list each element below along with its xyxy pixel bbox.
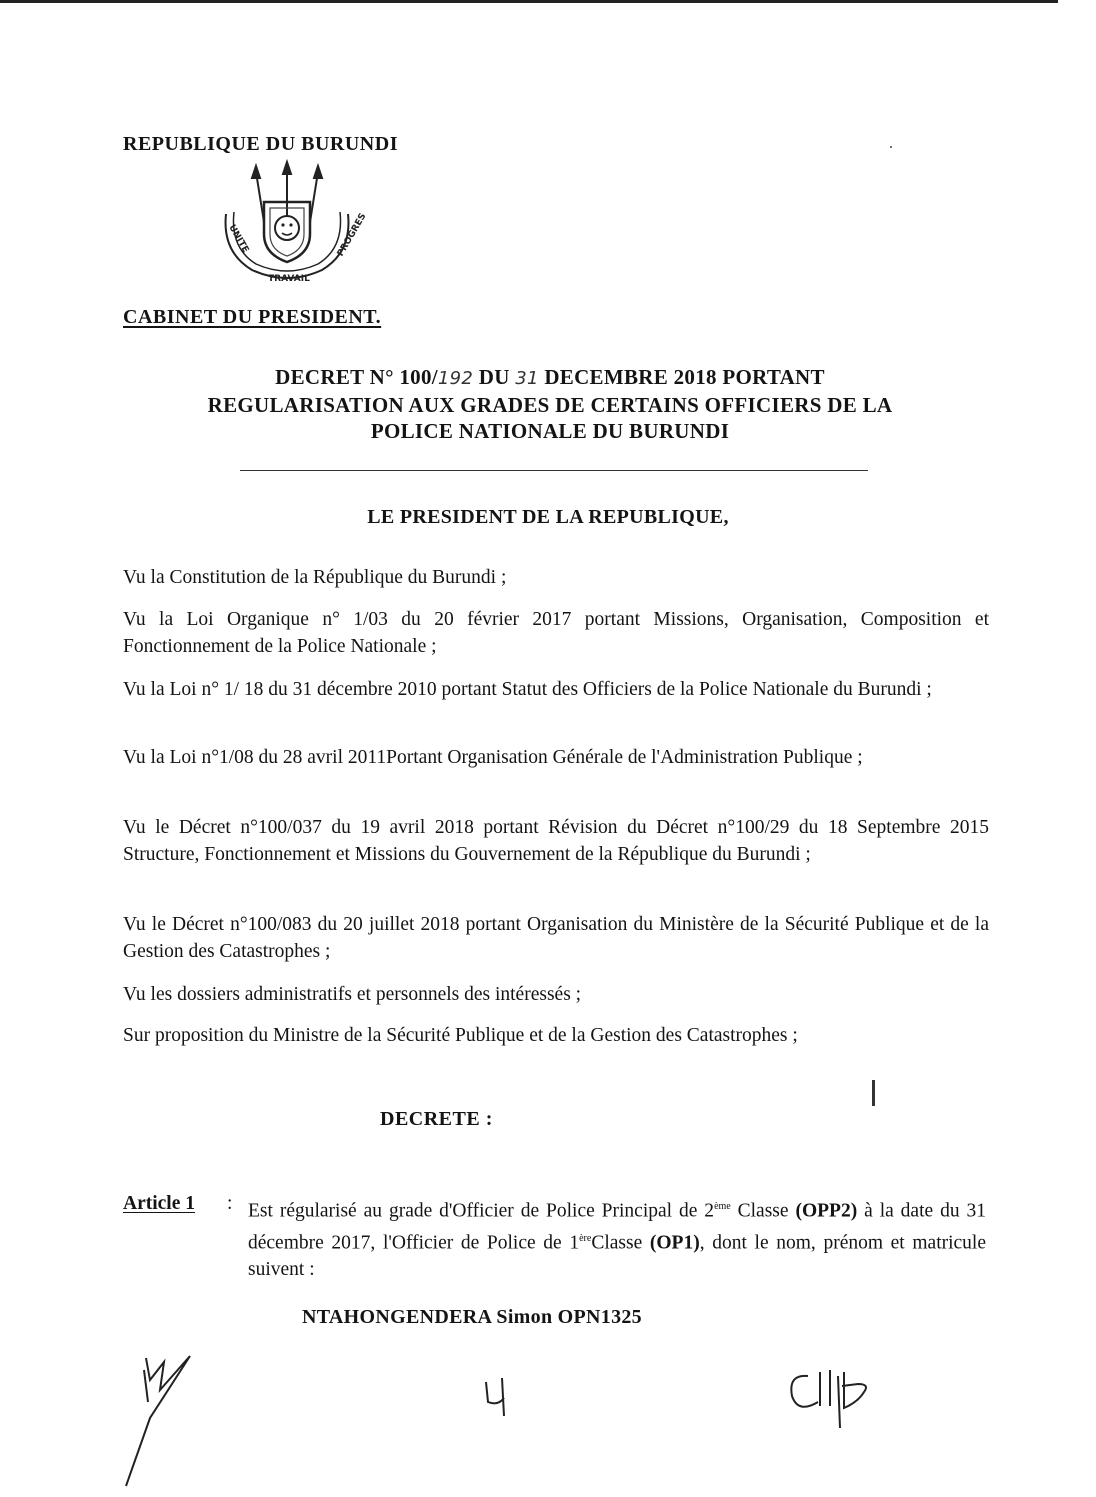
visa-constitution: Vu la Constitution de la République du Burundi ; [123, 567, 507, 588]
visa-loi-organique: Vu la Loi Organique n° 1/03 du 20 février 2017 portant Missions, Organisation, Composition et Fonctionnement de la Police Nationale ; [123, 609, 989, 657]
decree-date-rest: DECEMBRE 2018 PORTANT [544, 365, 825, 389]
cabinet-heading: CABINET DU PRESIDENT. [123, 306, 382, 328]
republic-heading: REPUBLIQUE DU BURUNDI [123, 133, 398, 155]
initials-signature-left [120, 1340, 200, 1490]
motto-travail: TRAVAIL [268, 274, 310, 284]
decrete-heading: DECRETE : [380, 1108, 493, 1130]
motto-progres: PROGRES [335, 211, 369, 259]
visa-decret-ministere: Vu le Décret n°100/083 du 20 juillet 2018 portant Organisation du Ministère de la Sécurité Publique et de la Gestion des Catastrophes ; [123, 914, 989, 962]
visa-proposition: Sur proposition du Ministre de la Sécurité Publique et de la Gestion des Catastrophes ; [123, 1025, 798, 1046]
officer-name: NTAHONGENDERA Simon OPN1325 [302, 1306, 642, 1328]
visa-loi-statut: Vu la Loi n° 1/ 18 du 31 décembre 2010 portant Statut des Officiers de la Police Nationale du Burundi ; [123, 679, 932, 700]
scan-speck [890, 146, 892, 148]
visa-decret-gouvernement: Vu le Décret n°100/037 du 19 avril 2018 portant Révision du Décret n°100/29 du 18 Septembre 2015 Structure, Fonctionnement et Missions du Gouvernement de la République du Burundi ; [123, 817, 989, 865]
motto-unite: UNITE [226, 223, 251, 255]
president-heading: LE PRESIDENT DE LA REPUBLIQUE, [367, 506, 729, 528]
initials-signature-middle [478, 1372, 518, 1422]
decree-day-handwritten: 31 [515, 368, 539, 389]
burundi-coat-of-arms-icon [212, 162, 369, 290]
decree-du: DU [478, 365, 510, 389]
visa-dossiers: Vu les dossiers administratifs et personnels des intéressés ; [123, 984, 582, 1005]
visa-loi-administration: Vu la Loi n°1/08 du 28 avril 2011Portant Organisation Générale de l'Administration Publique ; [123, 747, 863, 768]
decree-title-line2: REGULARISATION AUX GRADES DE CERTAINS OFFICIERS DE LA [207, 393, 893, 417]
margin-mark [872, 1080, 875, 1106]
decree-title-line3: POLICE NATIONALE DU BURUNDI [370, 419, 730, 443]
decree-title-line1 [110, 364, 990, 392]
decree-title [110, 364, 990, 444]
article-1-label: Article 1 [123, 1193, 196, 1214]
title-separator [240, 470, 868, 471]
page-top-border [0, 0, 1058, 3]
decree-number-prefix: DECRET N° 100/ [275, 365, 438, 389]
article-1-body: Est régularisé au grade d'Officier de Police Principal de 2ème Classe (OPP2) à la date du 31 décembre 2017, l'Officier de Police de 1èreClasse (OP1), dont le nom, prénom et matricule suivent : [248, 1200, 986, 1280]
article-1-colon: : [227, 1193, 233, 1214]
initials-signature-right [778, 1362, 898, 1432]
decree-number-handwritten: 192 [437, 368, 474, 389]
